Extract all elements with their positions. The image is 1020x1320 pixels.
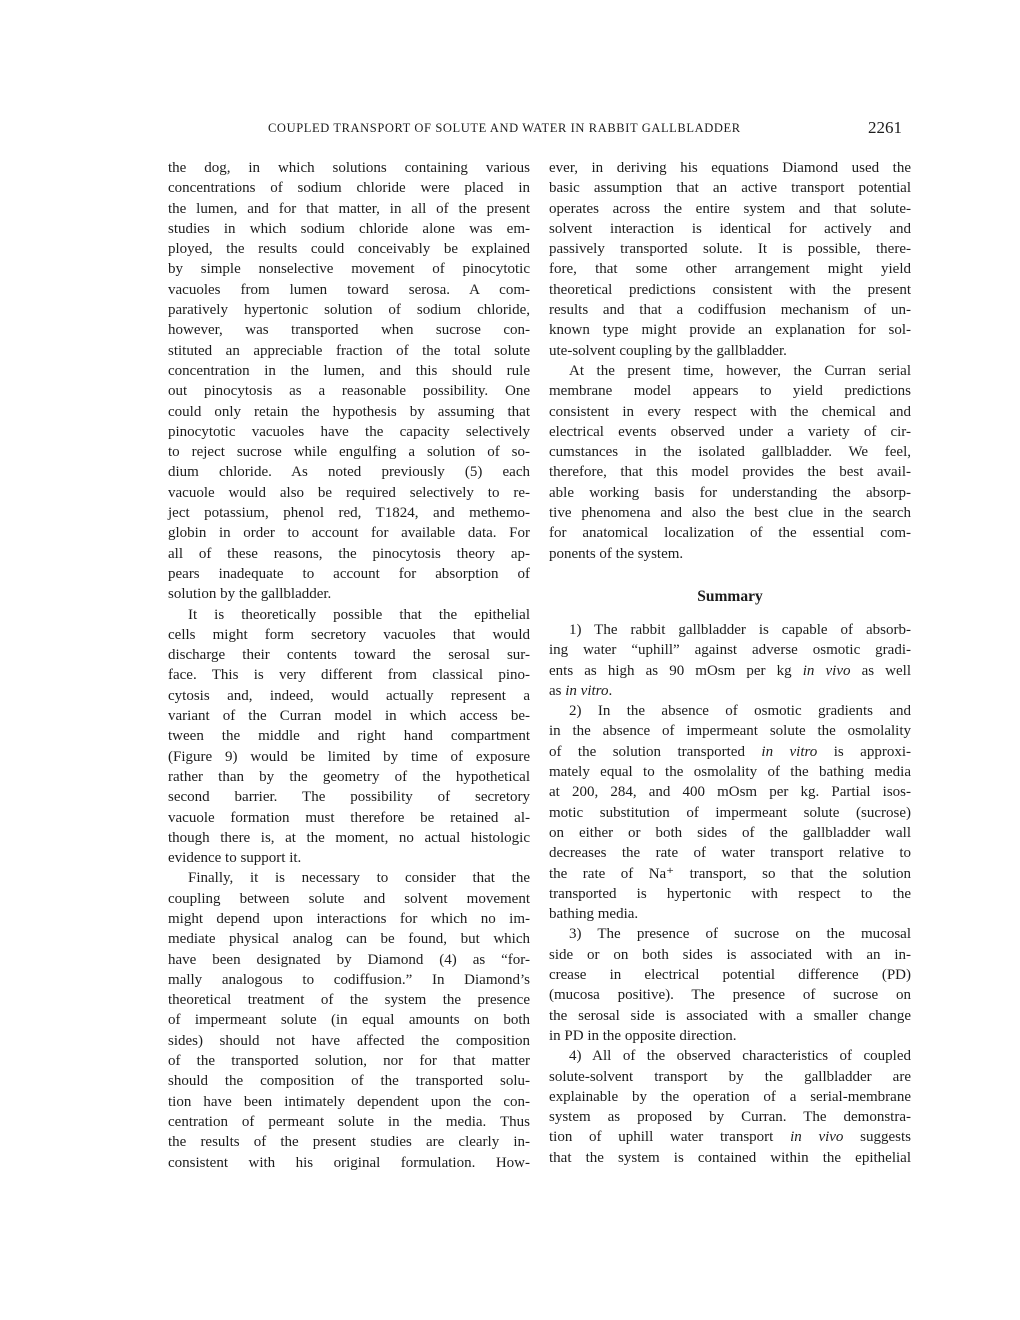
text-line: concentration in the lumen, and this should rule — [168, 362, 530, 379]
text-line: ject potassium, phenol red, T1824, and methemo- — [168, 505, 530, 522]
text-line: solute-solvent transport by the gallbladder are — [549, 1068, 911, 1085]
text-line: dium chloride. As noted previously (5) each — [168, 464, 530, 481]
text-line: ployed, the results could conceivably be explained — [168, 241, 530, 258]
text-line: ute-solvent coupling by the gallbladder. — [549, 342, 787, 359]
text-line: have been designated by Diamond (4) as “for- — [168, 951, 530, 968]
text-line: able working basis for understanding the absorp- — [549, 484, 911, 501]
right-column — [549, 158, 911, 564]
text-line: side or on both sides is associated with an in- — [549, 946, 911, 963]
text-line: second barrier. The possibility of secretory — [168, 789, 530, 806]
text-line: 4) All of the observed characteristics of coupled — [569, 1048, 911, 1065]
text-line: however, was transported when sucrose con- — [168, 322, 530, 339]
text-line: passively transported solute. It is possible, there- — [549, 241, 911, 258]
text-line: pinocytotic vacuoles have the capacity selectively — [168, 423, 530, 440]
paragraph — [549, 620, 911, 701]
text-line: globin in order to account for available data. For — [168, 525, 530, 542]
paragraph — [549, 1046, 911, 1168]
paragraph — [549, 924, 911, 1046]
text-line: Finally, it is necessary to consider that the — [188, 870, 530, 887]
text-line: (mucosa positive). The presence of sucrose on — [549, 987, 911, 1004]
text-line: stituted an appreciable fraction of the total solute — [168, 342, 530, 359]
text-line: ever, in deriving his equations Diamond used the — [549, 160, 911, 176]
text-line: could only retain the hypothesis by assuming that — [168, 403, 530, 420]
text-line: operates across the entire system and that solute- — [549, 200, 911, 217]
text-line: though there is, at the moment, no actual histologic — [168, 829, 530, 846]
text-line: bathing media. — [549, 906, 639, 923]
text-line: solvent interaction is identical for actively and — [549, 220, 911, 237]
text-line: theoretical treatment of the system the presence — [168, 992, 530, 1009]
text-line: in the absence of impermeant solute the osmolality — [549, 723, 911, 740]
text-line: ing water “uphill” against adverse osmotic gradi- — [549, 642, 911, 659]
text-line: mally analogous to codiffusion.” In Diamond’s — [168, 971, 530, 988]
text-line: therefore, that this model provides the best avail- — [549, 464, 911, 481]
text-line: vacuole would also be required selectively to re- — [168, 484, 530, 501]
text-line: electrical events observed under a variety of cir- — [549, 423, 911, 440]
text-line: for anatomical localization of the essential com- — [549, 525, 911, 542]
text-line: variant of the Curran model in which access be- — [168, 708, 530, 725]
text-line: coupling between solute and solvent movement — [168, 890, 530, 907]
text-line: theoretical predictions consistent with the present — [549, 281, 911, 298]
text-line: mately equal to the osmolality of the bathing media — [549, 764, 911, 781]
paragraph — [168, 158, 530, 605]
page-number: 2261 — [868, 118, 902, 137]
text-line: mediate physical analog can be found, but which — [168, 931, 530, 948]
text-line: cells might form secretory vacuoles that would — [168, 626, 530, 643]
text-line: consistent in every respect with the chemical and — [549, 403, 911, 420]
text-line: consistent with his original formulation. How- — [168, 1154, 530, 1171]
text-line: 2) In the absence of osmotic gradients and — [569, 703, 911, 720]
text-line: evidence to support it. — [168, 850, 302, 867]
text-line: It is theoretically possible that the epithelial — [188, 606, 530, 623]
paragraph — [549, 361, 911, 564]
text-line: tive phenomena and also the best clue in the search — [549, 505, 911, 522]
text-line: basic assumption that an active transport potential — [549, 180, 911, 197]
text-line: at 200, 284, and 400 mOsm per kg. Partial isos- — [549, 784, 911, 801]
paragraph — [168, 868, 530, 1172]
text-line: At the present time, however, the Curran serial — [569, 362, 911, 379]
text-line: to reject sucrose while engulfing a solution of so- — [168, 444, 530, 461]
text-line: transported is hypertonic with respect to the — [549, 885, 911, 902]
text-line: known type might provide an explanation for sol- — [549, 322, 911, 339]
text-line: pears inadequate to account for absorption of — [168, 565, 530, 582]
text-line: the results of the present studies are clearly in- — [168, 1134, 530, 1151]
text-line: on either or both sides of the gallbladder wall — [549, 824, 911, 841]
text-line: system as proposed by Curran. The demonstra- — [549, 1109, 911, 1126]
text-line: the lumen, and for that matter, in all of the present — [168, 200, 530, 217]
text-line: fore, that some other arrangement might yield — [549, 261, 911, 278]
text-line: 3) The presence of sucrose on the mucosal — [569, 926, 911, 943]
text-line: tween the middle and right hand compartment — [168, 728, 530, 745]
text-line: face. This is very different from classical pino- — [168, 667, 530, 684]
running-header: COUPLED TRANSPORT OF SOLUTE AND WATER IN RABBIT GALLBLADDER — [268, 121, 741, 135]
text-line: discharge their contents toward the serosal sur- — [168, 647, 530, 664]
text-line: the serosal side is associated with a smaller change — [549, 1007, 911, 1024]
paragraph — [168, 605, 530, 869]
text-line: centration of permeant solute in the media. Thus — [168, 1113, 530, 1130]
text-line: all of these reasons, the pinocytosis theory ap- — [168, 545, 530, 562]
text-line: tion of uphill water transport in vivo suggests — [549, 1129, 911, 1146]
text-line: membrane model appears to yield predictions — [549, 383, 911, 400]
text-line: vacuole formation must therefore be retained al- — [168, 809, 530, 826]
text-line: cytosis and, indeed, would actually represent a — [168, 687, 530, 704]
text-line: rather than by the geometry of the hypothetical — [168, 768, 530, 785]
text-line: of impermeant solute (in equal amounts on both — [168, 1012, 530, 1029]
text-line: of the transported solution, nor for that matter — [168, 1053, 530, 1070]
text-line: the dog, in which solutions containing various — [168, 160, 530, 176]
text-line: that the system is contained within the epithelial — [549, 1149, 911, 1166]
summary-section — [549, 620, 911, 1168]
text-line: solution by the gallbladder. — [168, 586, 332, 603]
text-line: sides) should not have affected the composition — [168, 1032, 530, 1049]
text-line: motic substitution of impermeant solute (sucrose) — [549, 804, 911, 821]
text-line: decreases the rate of water transport relative to — [549, 845, 911, 862]
text-line: concentrations of sodium chloride were placed in — [168, 180, 530, 197]
text-line: paratively hypertonic solution of sodium chloride, — [168, 302, 530, 319]
text-line: in PD in the opposite direction. — [549, 1027, 737, 1044]
text-line: vacuoles from lumen toward serosa. A com- — [168, 281, 530, 298]
paragraph — [549, 158, 911, 361]
summary-heading: Summary — [697, 588, 763, 605]
text-line: ponents of the system. — [549, 545, 684, 562]
text-line: results and that a codiffusion mechanism of un- — [549, 302, 911, 319]
text-line: out pinocytosis as a reasonable possibility. One — [168, 383, 530, 400]
text-line: ents as high as 90 mOsm per kg in vivo as well — [549, 662, 911, 679]
text-line: of the solution transported in vitro is approxi- — [549, 743, 911, 760]
text-line: studies in which sodium chloride alone was em- — [168, 220, 530, 237]
text-line: by simple nonselective movement of pinocytotic — [168, 261, 530, 278]
text-line: explainable by the operation of a serial-membrane — [549, 1088, 911, 1105]
text-line: (Figure 9) would be limited by time of exposure — [168, 748, 530, 765]
text-line: as in vitro. — [549, 682, 613, 699]
text-line: the rate of Na⁺ transport, so that the solution — [549, 865, 911, 882]
paragraph — [549, 701, 911, 924]
left-column — [168, 158, 530, 1173]
text-line: might depend upon interactions for which no im- — [168, 910, 530, 927]
text-line: should the composition of the transported solu- — [168, 1073, 530, 1090]
text-line: cumstances in the isolated gallbladder. We feel, — [549, 444, 911, 461]
text-line: tion have been intimately dependent upon the con- — [168, 1093, 530, 1110]
text-line: crease in electrical potential difference (PD) — [549, 967, 911, 984]
text-line: 1) The rabbit gallbladder is capable of absorb- — [569, 622, 911, 638]
